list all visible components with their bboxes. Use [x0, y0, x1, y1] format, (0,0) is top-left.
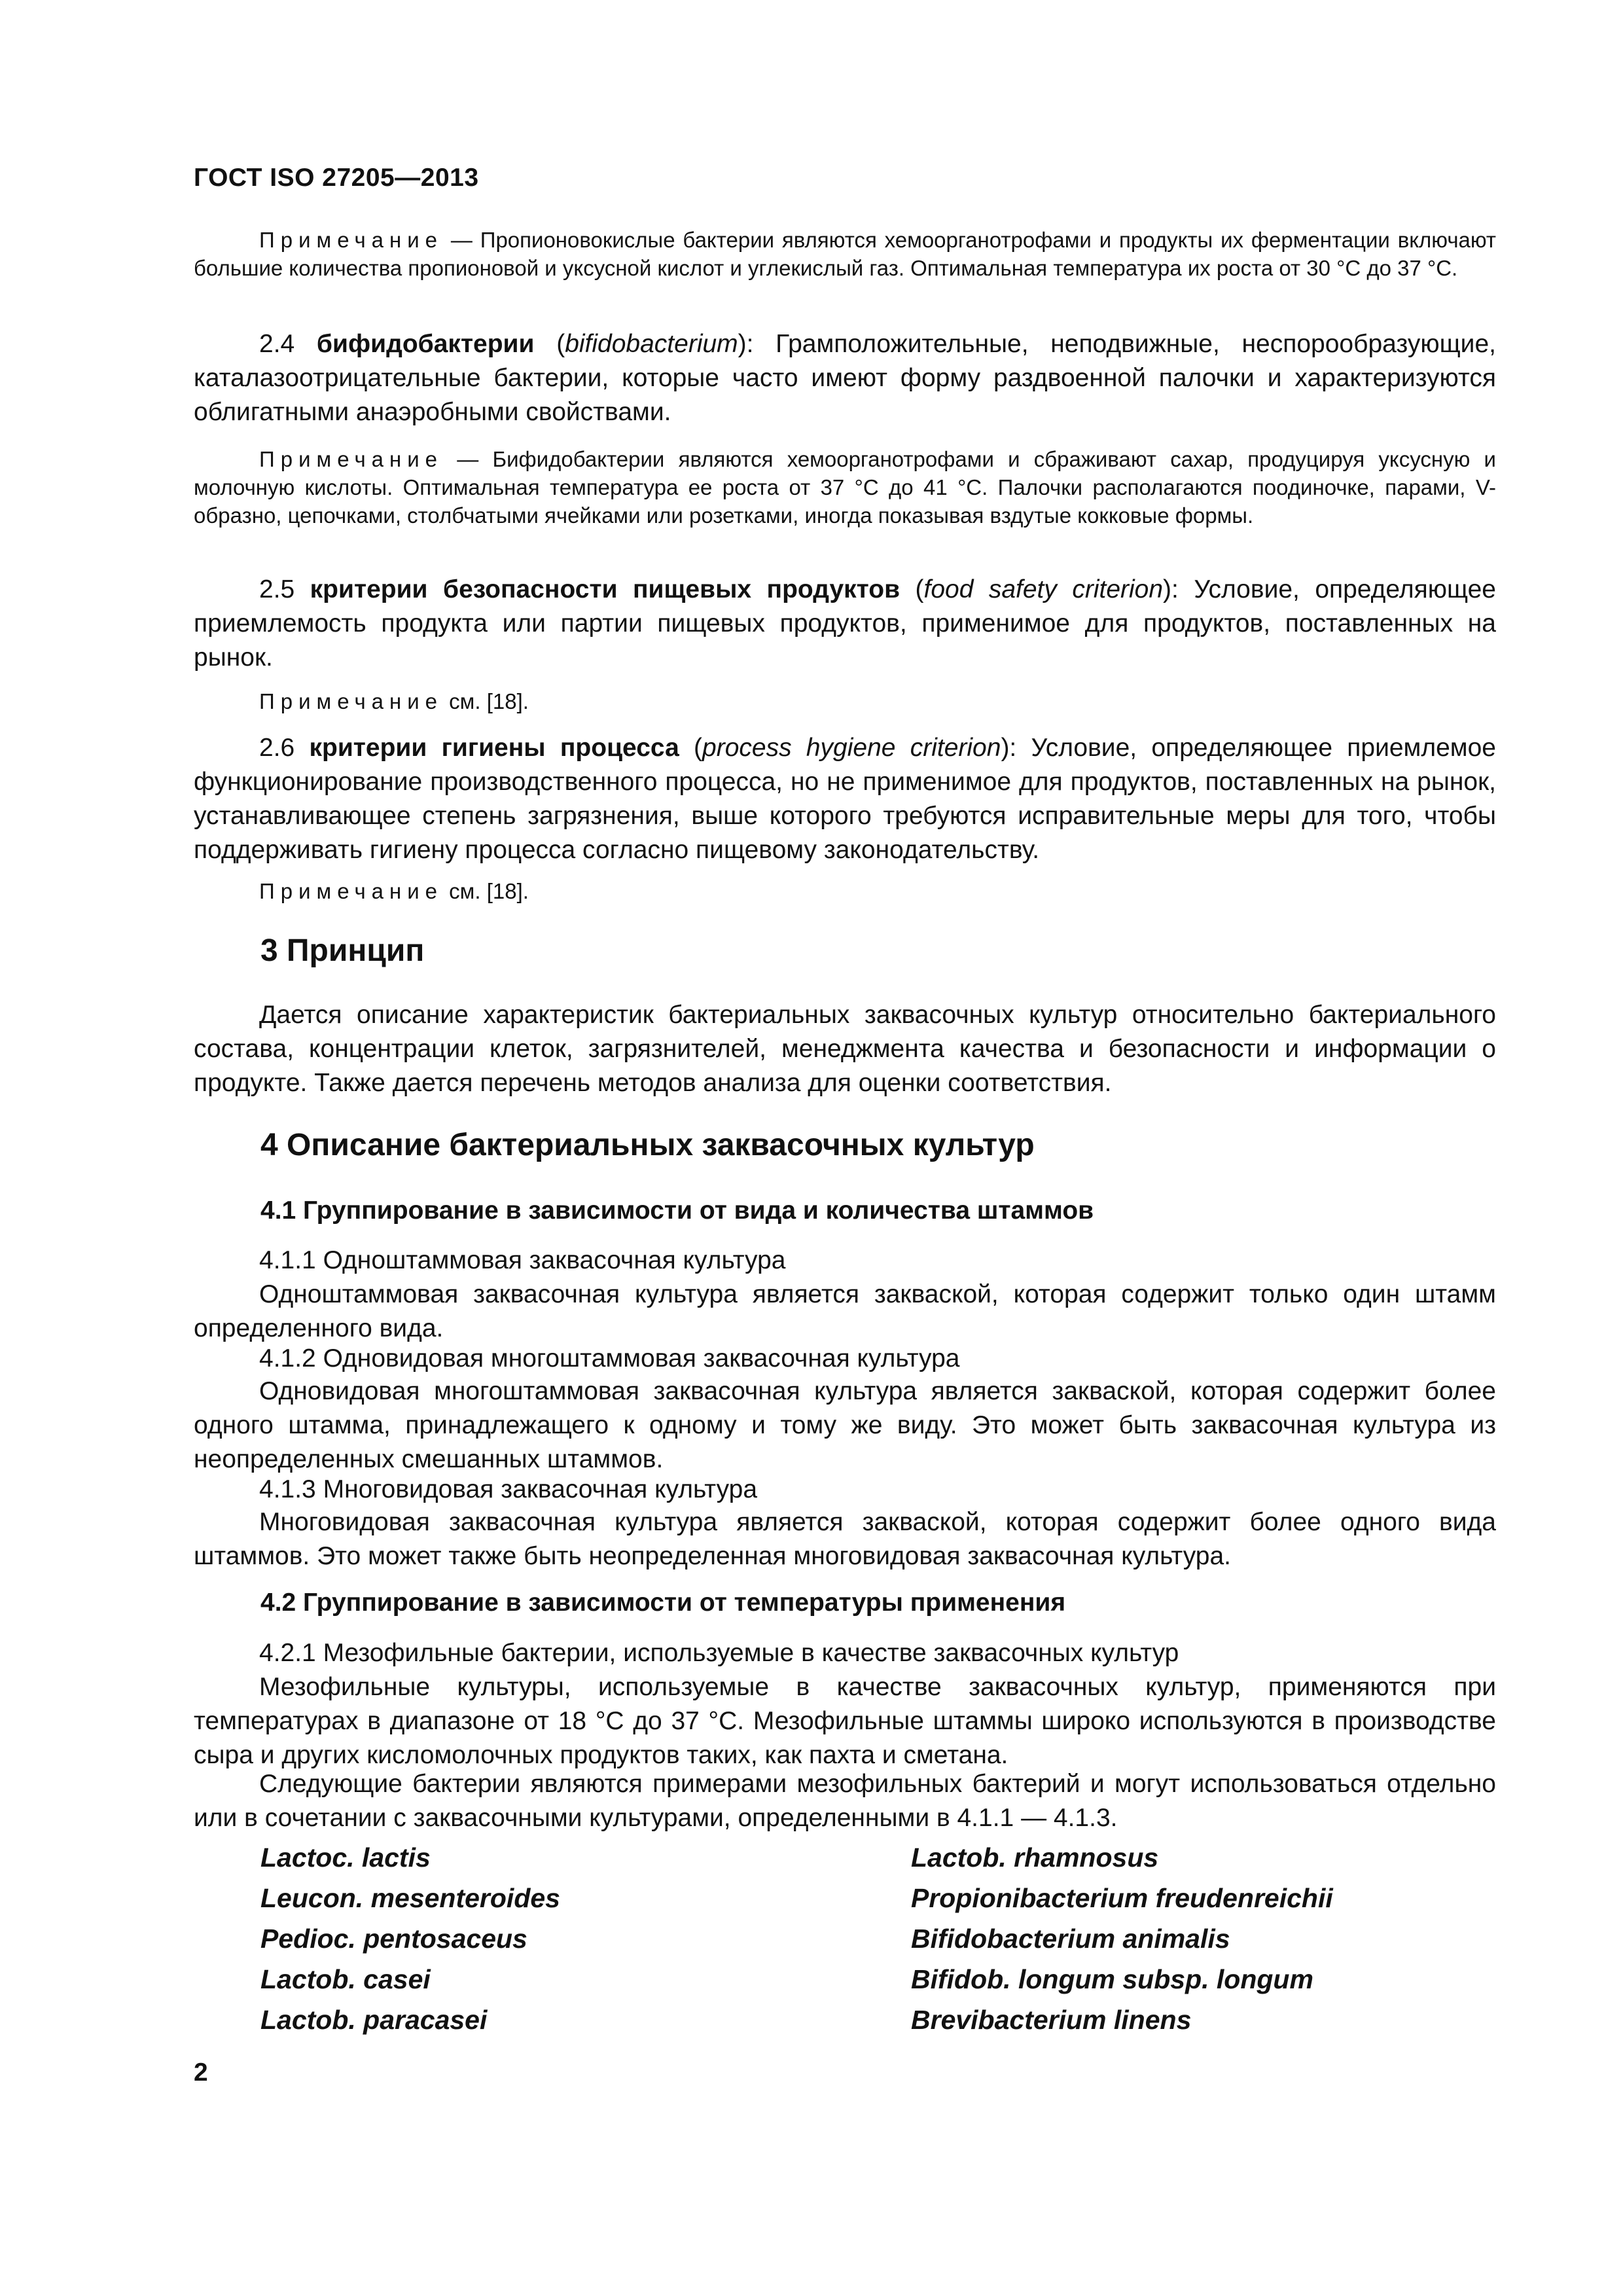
clause-4-2-1-text: Мезофильные культуры, используемые в качестве заквасочных культур, применяются при температурах в диапазоне от 18 °С до 37 °С. Мезофильные штаммы широко используются в производстве сыра и других кисломолочных продуктов таких, как пахта и сметана.	[194, 1673, 1496, 1769]
clause-4-1-2-heading: 4.1.2 Одновидовая многоштаммовая заквасочная культура	[259, 1344, 960, 1372]
note-text: Бифидобактерии являются хемоорганотрофами и сбраживают сахар, продуцируя уксусную и молочную кислоты. Оптимальная температура ее роста от 37 °С до 41 °С. Палочки располагаются поодиночке, парами, V-образно, цепочками, столбчатыми ячейками или розетками, иногда показывая вздутые кокковые формы.	[194, 447, 1496, 528]
clause-4-1-1-text: Одноштаммовая заквасочная культура является закваской, которая содержит только один штамм определенного вида.	[194, 1280, 1496, 1342]
note-2: Примечание — Бифидобактерии являются хемоорганотрофами и сбраживают сахар, продуцируя уксусную и молочную кислоты. Оптимальная температура ее роста от 37 °С до 41 °С. Палочки располагаются поодиночке, парами, V-образно, цепочками, столбчатыми ячейками или розетками, иногда показывая вздутые кокковые формы.	[194, 447, 1496, 528]
page-number: 2	[194, 2058, 208, 2087]
definition-text: Грамположительные, неподвижные, неспорообразующие, каталазоотрицательные бактерии, которые часто имеют форму раздвоенной палочки и характеризуются облигатными анаэробными свойствами.	[194, 330, 1496, 426]
species-item: Leucon. mesenteroides	[260, 1883, 560, 1913]
note-text: см. [18].	[443, 689, 529, 713]
species-item: Propionibacterium freudenreichii	[911, 1883, 1333, 1913]
species-item: Pedioc. pentosaceus	[260, 1924, 527, 1954]
note-label: Примечание	[259, 447, 444, 471]
term: бифидобактерии	[316, 330, 535, 358]
note-label: Примечание	[259, 879, 444, 903]
term-english: bifidobacterium	[565, 330, 738, 358]
species-item: Lactob. rhamnosus	[911, 1842, 1159, 1873]
definition-2-6: 2.6 критерии гигиены процесса (process hygiene criterion): Условие, определяющее приемлемое функционирование производственного процесса, но не применимое для продуктов, поставленных на рынок, устанавливающее степень загрязнения, выше которого требуются исправительные меры для того, чтобы поддерживать гигиену процесса согласно пищевому законодательству.	[194, 734, 1496, 864]
definition-text: Условие, определяющее приемлемость продукта или партии пищевых продуктов, применимое для продуктов, поставленных на рынок.	[194, 575, 1496, 672]
clause-4-1-3-text: Многовидовая заквасочная культура является закваской, которая содержит более одного вида штаммов. Это может также быть неопределенная многовидовая заквасочная культура.	[194, 1508, 1496, 1570]
species-item: Lactob. paracasei	[260, 2005, 488, 2035]
term-english: food safety criterion	[923, 575, 1164, 603]
subsection-4-2-heading: 4.2 Группирование в зависимости от температуры применения	[260, 1588, 1066, 1617]
section-3-text: Дается описание характеристик бактериальных заквасочных культур относительно бактериального состава, концентрации клеток, загрязнителей, менеджмента качества и безопасности и информации о продукте. Также дается перечень методов анализа для оценки соответствия.	[194, 1001, 1496, 1097]
species-item: Brevibacterium linens	[911, 2005, 1192, 2035]
note-4	[194, 877, 1496, 905]
term: критерии гигиены процесса	[309, 734, 679, 762]
section-3-heading: 3 Принцип	[260, 933, 425, 968]
note-label: Примечание	[259, 228, 444, 252]
clause-4-2-1-heading: 4.2.1 Мезофильные бактерии, используемые в качестве заквасочных культур	[259, 1639, 1179, 1667]
definition-2-4: 2.4 бифидобактерии (bifidobacterium): Грамположительные, неподвижные, неспорообразующие, каталазоотрицательные бактерии, которые часто имеют форму раздвоенной палочки и характеризуются облигатными анаэробными свойствами.	[194, 330, 1496, 426]
subsection-4-1-heading: 4.1 Группирование в зависимости от вида и количества штаммов	[260, 1196, 1094, 1225]
section-4-heading: 4 Описание бактериальных заквасочных культур	[260, 1128, 1035, 1162]
term: критерии безопасности пищевых продуктов	[310, 575, 901, 603]
note-text: Пропионовокислые бактерии являются хемоорганотрофами и продукты их ферментации включают большие количества пропионовой и уксусной кислот и углекислый газ. Оптимальная температура их роста от 30 °С до 37 °С.	[194, 228, 1496, 280]
species-item: Bifidobacterium animalis	[911, 1924, 1230, 1954]
clause-4-1-2-text: Одновидовая многоштаммовая заквасочная культура является закваской, которая содержит более одного штамма, принадлежащего к одному и тому же виду. Это может быть заквасочная культура из неопределенных смешанных штаммов.	[194, 1377, 1496, 1473]
note-text: см. [18].	[443, 879, 529, 903]
clause-4-1-1-heading: 4.1.1 Одноштаммовая заквасочная культура	[259, 1246, 786, 1274]
definition-text: Условие, определяющее приемлемое функционирование производственного процесса, но не применимое для продуктов, поставленных на рынок, устанавливающее степень загрязнения, выше которого требуются исправительные меры для того, чтобы поддерживать гигиену процесса согласно пищевому законодательству.	[194, 734, 1496, 864]
clause-4-2-1-examples-intro: Следующие бактерии являются примерами мезофильных бактерий и могут использоваться отдельно или в сочетании с заквасочными культурами, определенными в 4.1.1 — 4.1.3.	[194, 1770, 1496, 1832]
document-header: ГОСТ ISO 27205—2013	[194, 164, 479, 192]
definition-2-5: 2.5 критерии безопасности пищевых продуктов (food safety criterion): Условие, определяющее приемлемость продукта или партии пищевых продуктов, применимое для продуктов, поставленных на рынок.	[194, 575, 1496, 672]
note-label: Примечание	[259, 689, 444, 713]
note-1: Примечание — Пропионовокислые бактерии являются хемоорганотрофами и продукты их ферментации включают большие количества пропионовой и уксусной кислот и углекислый газ. Оптимальная температура их роста от 30 °С до 37 °С.	[194, 228, 1496, 280]
note-3	[194, 687, 1496, 715]
clause-4-1-3-heading: 4.1.3 Многовидовая заквасочная культура	[259, 1475, 758, 1503]
species-item: Bifidob. longum subsp. longum	[911, 1964, 1313, 1994]
term-english: process hygiene criterion	[702, 734, 1001, 762]
species-item: Lactoc. lactis	[260, 1842, 431, 1873]
species-item: Lactob. casei	[260, 1964, 431, 1994]
